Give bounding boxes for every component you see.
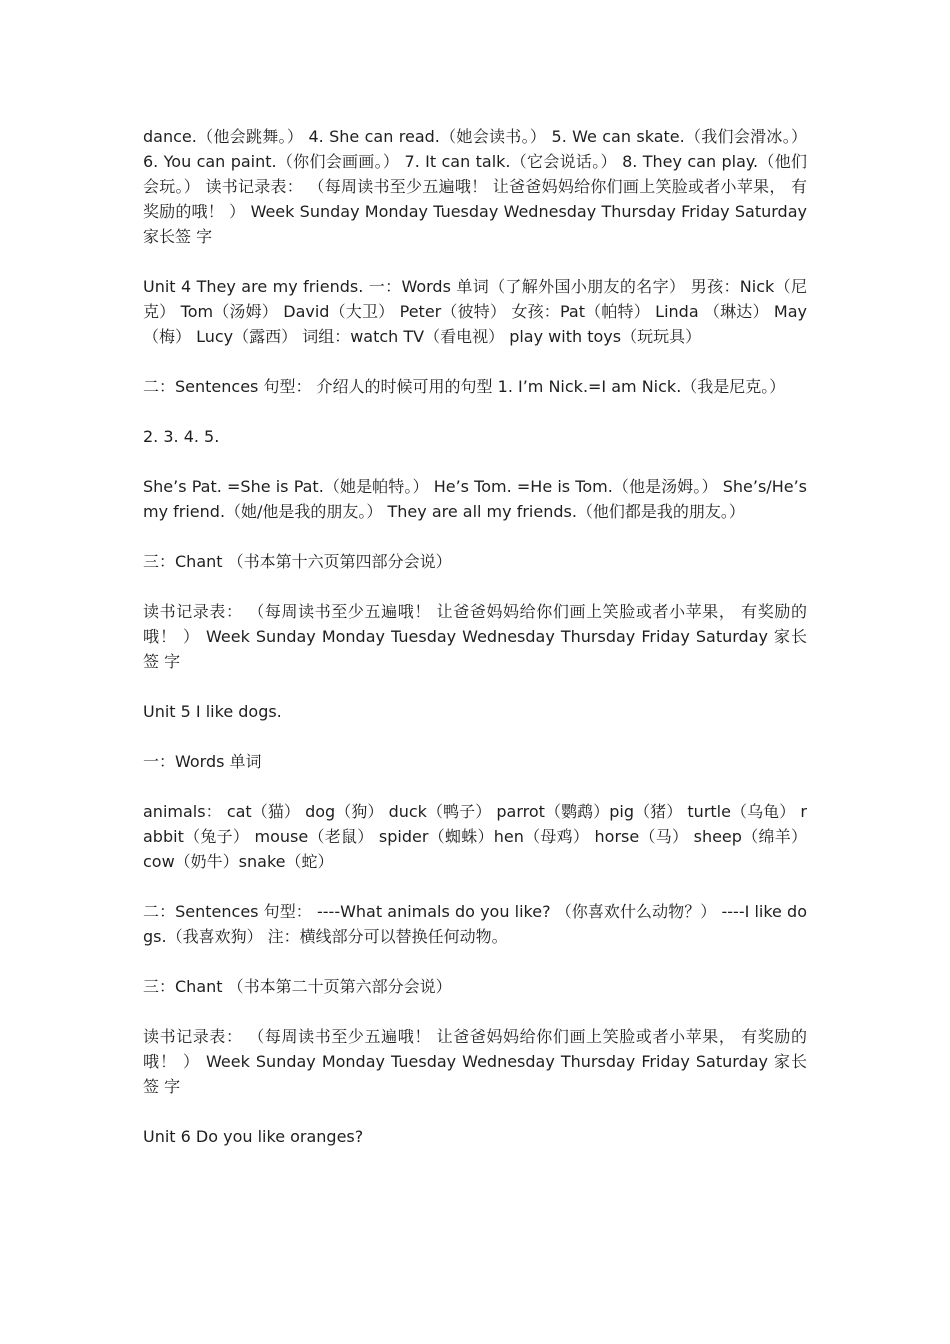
- paragraph-unit4-sentences: 二：Sentences 句型： 介绍人的时候可用的句型 1. I’m Nick.=I am Nick.（我是尼克。）: [143, 377, 786, 396]
- paragraph-unit5-animals: animals： cat（猫） dog（狗） duck（鸭子） parrot（鹦鹉）pig（猪） turtle（乌龟） rabbit（兔子） mouse（老鼠） spider（蜘蛛）hen（母鸡） horse（马） sheep（绵羊） cow（奶牛）snake（蛇）: [143, 802, 807, 871]
- paragraph-unit5-sentences: 二：Sentences 句型： ----What animals do you like? （你喜欢什么动物？） ----I like dogs.（我喜欢狗） 注：横线部分可以替换任何动物。: [143, 902, 807, 946]
- heading-unit5: Unit 5 I like dogs.: [143, 702, 282, 721]
- paragraph-unit3-continuation: dance.（他会跳舞。） 4. She can read.（她会读书。） 5. We can skate.（我们会滑冰。） 6. You can paint.（你们会画画。） 7. It can talk.（它会说话。） 8. They can play.（他们会玩。） 读书记录表： （每周读书至少五遍哦！ 让爸爸妈妈给你们画上笑脸或者小苹果， 有奖励的哦！ ） Week Sunday Monday Tuesday Wednesday Thursday Friday Saturday 家长签 字: [143, 127, 807, 246]
- paragraph-unit5-words-heading: 一：Words 单词: [143, 752, 262, 771]
- paragraph-numbering: 2. 3. 4. 5.: [143, 427, 220, 446]
- document-page: [143, 124, 807, 1174]
- paragraph-unit4-chant: 三：Chant （书本第十六页第四部分会说）: [143, 552, 452, 571]
- paragraph-unit4-words: Unit 4 They are my friends. 一：Words 单词（了解外国小朋友的名字） 男孩：Nick（尼克） Tom（汤姆） David（大卫） Peter（彼特） 女孩：Pat（帕特） Linda （琳达） May （梅） Lucy（露西） 词组：watch TV（看电视） play with toys（玩玩具）: [143, 277, 807, 346]
- heading-unit6: Unit 6 Do you like oranges?: [143, 1127, 364, 1146]
- paragraph-unit4-reading-log: 读书记录表： （每周读书至少五遍哦！ 让爸爸妈妈给你们画上笑脸或者小苹果， 有奖励的哦！ ） Week Sunday Monday Tuesday Wednesday Thursday Friday Saturday 家长签 字: [143, 602, 807, 671]
- paragraph-unit5-reading-log: 读书记录表： （每周读书至少五遍哦！ 让爸爸妈妈给你们画上笑脸或者小苹果， 有奖励的哦！ ） Week Sunday Monday Tuesday Wednesday Thursday Friday Saturday 家长签 字: [143, 1027, 807, 1096]
- paragraph-unit5-chant: 三：Chant （书本第二十页第六部分会说）: [143, 977, 452, 996]
- paragraph-unit4-examples: She’s Pat. =She is Pat.（她是帕特。） He’s Tom. =He is Tom.（他是汤姆。） She’s/He’s my friend.（她/他是我的朋友。） They are all my friends.（他们都是我的朋友。）: [143, 477, 807, 521]
